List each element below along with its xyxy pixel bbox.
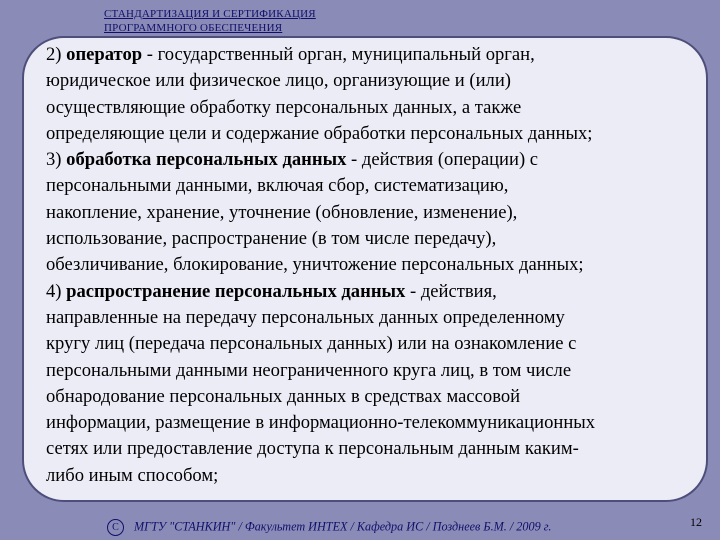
text-line: использование, распространение (в том числе передачу), [46,228,497,250]
term-processing: обработка персональных данных [66,149,347,171]
text-line: персональными данными неограниченного круга лиц, в том числе [46,359,572,381]
text-line: обнародование персональных данных в средствах массовой [46,385,521,407]
slide-header [104,7,384,35]
item-number: 2) [46,44,67,65]
text-line: накопление, хранение, уточнение (обновление, изменение), [46,201,518,223]
page-number: 12 [690,515,702,529]
slide-body-text [46,42,706,489]
text-line: либо иным способом; [46,464,219,486]
text-line: кругу лиц (передача персональных данных) или на ознакомление с [46,333,577,355]
definition-text: - действия (операции) с [346,149,539,171]
slide-footer [107,519,627,536]
definition-text: - государственный орган, муниципальный орган, [142,44,535,65]
text-line: обезличивание, блокирование, уничтожение персональных данных; [46,254,584,276]
header-line-1: СТАНДАРТИЗАЦИЯ И СЕРТИФИКАЦИЯ [104,8,316,20]
footer-text: МГТУ "СТАНКИН" / Факультет ИНТЕХ / Кафедра ИС / Позднеев Б.М. / 2009 г. [134,519,552,534]
term-operator: оператор [66,44,143,65]
term-distribution: распространение персональных данных [66,280,406,302]
text-line: определяющие цели и содержание обработки персональных данных; [46,122,593,144]
text-line [46,42,706,68]
text-line: осуществляющие обработку персональных данных, а также [46,96,522,118]
text-line: персональными данными, включая сбор, систематизацию, [46,175,509,197]
text-line [46,279,706,305]
text-line: юридическое или физическое лицо, организующие и (или) [46,70,511,92]
item-number: 4) [46,280,67,302]
copyright-icon: С [107,519,124,536]
text-line: информации, размещение в информационно-телекоммуникационных [46,412,596,434]
text-line: направленные на передачу персональных данных определенному [46,306,565,328]
header-line-2: ПРОГРАММНОГО ОБЕСПЕЧЕНИЯ [104,22,283,34]
definition-text: - действия, [405,280,497,302]
text-line [46,147,706,173]
text-line: сетях или предоставление доступа к персональным данным каким- [46,438,579,460]
item-number: 3) [46,149,67,171]
